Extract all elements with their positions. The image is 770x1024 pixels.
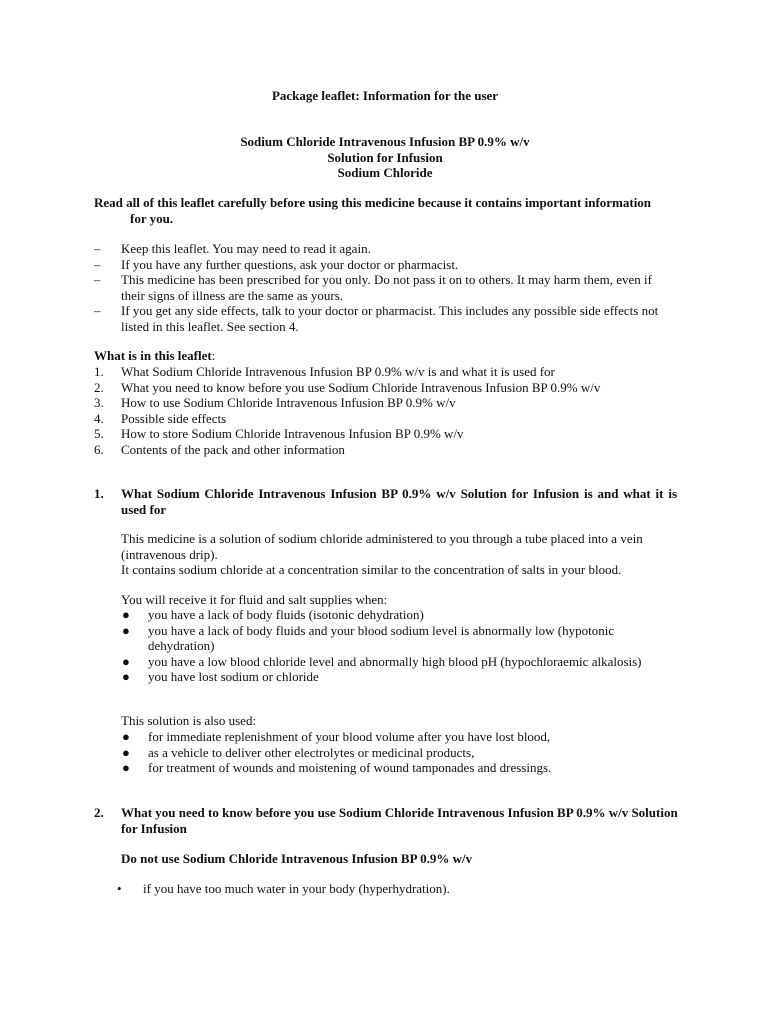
- list-item: [94, 257, 674, 273]
- active-substance: Sodium Chloride: [337, 165, 433, 180]
- also-intro: This solution is also used:: [121, 713, 257, 728]
- bullet-icon: ●: [122, 669, 130, 684]
- list-item: 4. Possible side effects: [94, 410, 227, 426]
- dash-marker: –: [94, 241, 101, 256]
- bullet-icon: ●: [122, 607, 130, 622]
- list-item: 5. How to store Sodium Chloride Intravenous Infusion BP 0.9% w/v: [94, 426, 464, 441]
- bullet-icon: ●: [122, 729, 130, 744]
- section-1-heading: What Sodium Chloride Intravenous Infusion BP 0.9% w/v Solution for Infusion is and what it is used for: [121, 486, 677, 517]
- bullet-icon: ●: [122, 744, 130, 760]
- list-item: 6. Contents of the pack and other information: [94, 441, 345, 457]
- list-item-text: If you get any side effects, talk to your doctor or pharmacist. This includes any possible side effects not listed in this leaflet. See section 4.: [121, 303, 659, 334]
- list-item-text: Keep this leaflet. You may need to read it again.: [121, 241, 371, 256]
- section-1-para-line: It contains sodium chloride at a concentration similar to the concentration of salts in your blood.: [121, 562, 622, 577]
- bullet-icon: ●: [122, 653, 130, 669]
- also-list: [121, 729, 677, 776]
- leaflet-title: Package leaflet: Information for the user: [271, 88, 499, 103]
- section-2-heading: What you need to know before you use Sodium Chloride Intravenous Infusion BP 0.9% w/v Solution for Infusion: [121, 805, 678, 836]
- list-item: [94, 272, 674, 303]
- list-item: 3. How to use Sodium Chloride Intravenous Infusion BP 0.9% w/v: [94, 395, 456, 410]
- bullet-icon: ●: [122, 622, 130, 638]
- list-item: • if you have too much water in your body (hyperhydration).: [117, 881, 450, 896]
- list-item: ● for treatment of wounds and moistening of wound tamponades and dressings.: [122, 760, 552, 775]
- contents-heading: What is in this leaflet:: [94, 348, 216, 363]
- list-item: [94, 303, 674, 334]
- list-item-text: If you have any further questions, ask your doctor or pharmacist.: [121, 256, 459, 272]
- intro-list: [94, 241, 674, 334]
- section-1-para: [121, 531, 677, 578]
- section-2-number: 2.: [94, 805, 104, 820]
- dash-marker: –: [94, 303, 101, 318]
- list-item: ● you have lost sodium or chloride: [122, 669, 319, 684]
- list-item: ● for immediate replenishment of your blood volume after you have lost blood,: [122, 729, 551, 744]
- list-item: 1. What Sodium Chloride Intravenous Infusion BP 0.9% w/v is and what it is used for: [94, 364, 555, 379]
- receive-list: [121, 607, 669, 685]
- list-item: [94, 241, 674, 257]
- list-item: ● you have a lack of body fluids (isotonic dehydration): [122, 607, 424, 622]
- dash-marker: –: [94, 272, 101, 287]
- section-1-para-line: This medicine is a solution of sodium chloride administered to you through a tube placed into a vein (intravenous drip).: [121, 531, 643, 562]
- list-item: ● you have a lack of body fluids and your blood sodium level is abnormally low (hypotonic dehydration): [122, 622, 615, 653]
- bullet-icon: ●: [122, 760, 130, 775]
- dash-marker: –: [94, 256, 101, 272]
- contents-list: [94, 364, 694, 457]
- list-item: ● as a vehicle to deliver other electrolytes or medicinal products,: [122, 744, 475, 760]
- receive-intro: You will receive it for fluid and salt supplies when:: [121, 592, 388, 607]
- list-item: ● you have a low blood chloride level and abnormally high blood pH (hypochloraemic alkalosis): [122, 653, 642, 669]
- list-item-text: This medicine has been prescribed for you only. Do not pass it on to others. It may harm them, even if their signs of illness are the same as yours.: [121, 272, 652, 303]
- section-2-subheading: Do not use Sodium Chloride Intravenous Infusion BP 0.9% w/v: [121, 851, 473, 866]
- read-leaflet-warning: Read all of this leaflet carefully before using this medicine because it contains important information for you.: [94, 195, 652, 226]
- section-1-number: 1.: [94, 486, 104, 501]
- product-name: Sodium Chloride Intravenous Infusion BP 0.9% w/v: [240, 134, 530, 149]
- bullet-icon: •: [117, 881, 122, 896]
- do-not-use-list: [116, 881, 656, 897]
- product-form: Solution for Infusion: [327, 150, 443, 165]
- list-item: 2. What you need to know before you use Sodium Chloride Intravenous Infusion BP 0.9% w/v: [94, 379, 601, 395]
